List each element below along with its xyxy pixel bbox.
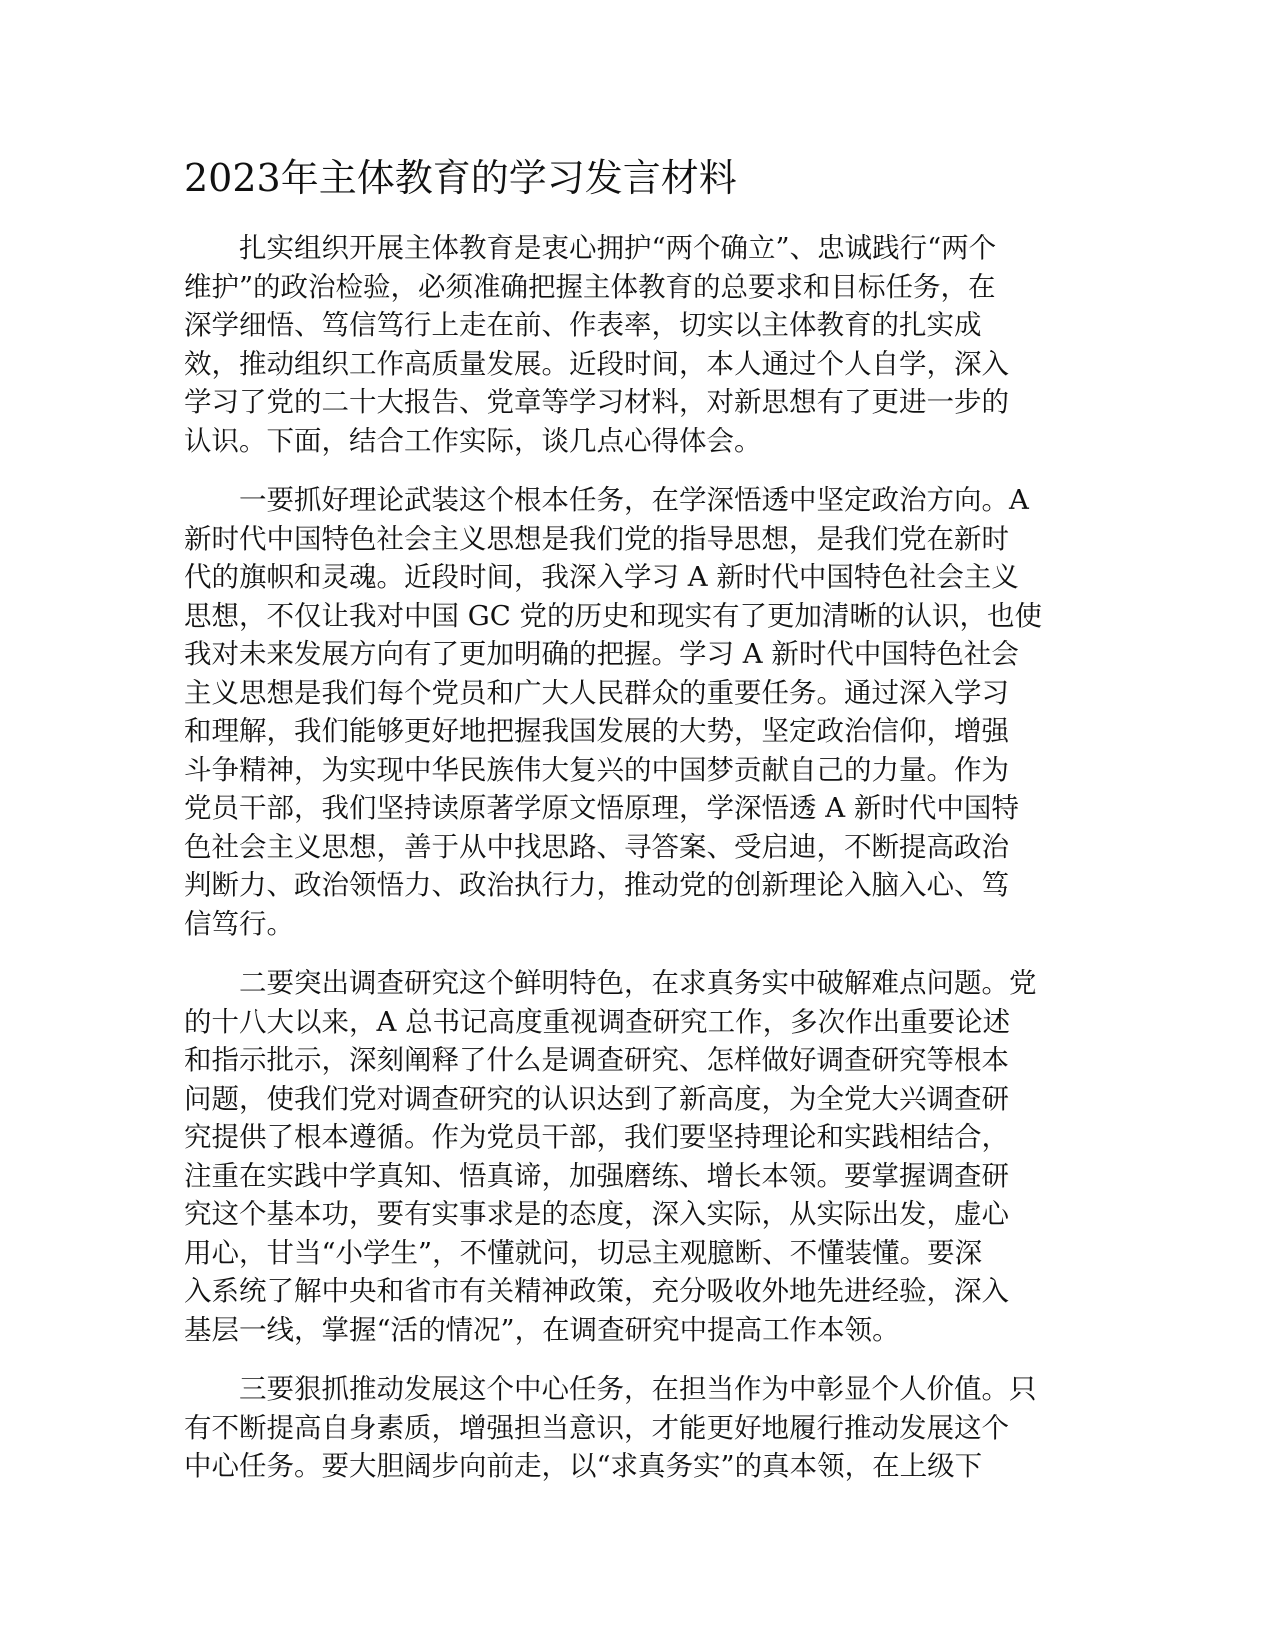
text-line: 我对未来发展方向有了更加明确的把握。学习 A 新时代中国特色社会	[184, 638, 1019, 670]
text-line: 代的旗帜和灵魂。近段时间，我深入学习 A 新时代中国特色社会主义	[184, 561, 1019, 593]
text-line: 基层一线，掌握“活的情况”，在调查研究中提高工作本领。	[184, 1313, 900, 1346]
document-body	[184, 229, 1076, 1507]
text-line: 主义思想是我们每个党员和广大人民群众的重要任务。通过深入学习	[184, 676, 1009, 709]
text-line: 判断力、政治领悟力、政治执行力，推动党的创新理论入脑入心、笃	[184, 869, 1009, 901]
document-title: 2023年主体教育的学习发言材料	[184, 156, 737, 200]
text-line: 斗争精神，为实现中华民族伟大复兴的中国梦贡献自己的力量。作为	[184, 753, 1009, 786]
text-line: 新时代中国特色社会主义思想是我们党的指导思想，是我们党在新时	[184, 522, 1009, 555]
text-line: 思想，不仅让我对中国 GC 党的历史和现实有了更加清晰的认识，也使	[184, 599, 1042, 632]
text-line: 效，推动组织工作高质量发展。近段时间，本人通过个人自学，深入	[184, 347, 1009, 380]
text-line: 学习了党的二十大报告、党章等学习材料，对新思想有了更进一步的	[184, 386, 1009, 418]
text-line: 维护”的政治检验，必须准确把握主体教育的总要求和目标任务，在	[184, 270, 996, 303]
paragraph	[184, 1370, 1076, 1486]
text-line: 色社会主义思想，善于从中找思路、寻答案、受启迪，不断提高政治	[184, 830, 1009, 863]
text-line: 一要抓好理论武装这个根本任务，在学深悟透中坚定政治方向。A	[184, 484, 1029, 516]
text-line: 三要狠抓推动发展这个中心任务，在担当作为中彰显个人价值。只	[184, 1373, 1037, 1405]
text-line: 究这个基本功，要有实事求是的态度，深入实际，从实际出发，虚心	[184, 1198, 1009, 1230]
text-line: 深学细悟、笃信笃行上走在前、作表率，切实以主体教育的扎实成	[184, 309, 982, 341]
text-line: 党员干部，我们坚持读原著学原文悟原理，学深悟透 A 新时代中国特	[184, 792, 1019, 824]
text-line: 和理解，我们能够更好地把握我国发展的大势，坚定政治信仰，增强	[184, 715, 1009, 747]
text-line: 用心，甘当“小学生”，不懂就问，切忌主观臆断、不懂装懂。要深	[184, 1236, 983, 1269]
paragraph	[184, 964, 1076, 1349]
text-line: 信笃行。	[184, 907, 294, 940]
text-line: 和指示批示，深刻阐释了什么是调查研究、怎样做好调查研究等根本	[184, 1044, 1009, 1076]
text-line: 扎实组织开展主体教育是衷心拥护“两个确立”、忠诚践行“两个	[184, 232, 997, 264]
paragraph	[184, 229, 1076, 460]
text-line: 究提供了根本遵循。作为党员干部，我们要坚持理论和实践相结合，	[184, 1121, 1009, 1153]
text-line: 注重在实践中学真知、悟真谛，加强磨练、增长本领。要掌握调查研	[184, 1159, 1009, 1192]
text-line: 问题，使我们党对调查研究的认识达到了新高度，为全党大兴调查研	[184, 1082, 1009, 1115]
paragraph	[184, 481, 1076, 943]
text-line: 认识。下面，结合工作实际，谈几点心得体会。	[184, 424, 762, 457]
text-line: 二要突出调查研究这个鲜明特色，在求真务实中破解难点问题。党	[184, 967, 1037, 999]
text-line: 中心任务。要大胆阔步向前走，以“求真务实”的真本领，在上级下	[184, 1450, 983, 1482]
text-line: 入系统了解中央和省市有关精神政策，充分吸收外地先进经验，深入	[184, 1275, 1009, 1307]
text-line: 的十八大以来，A 总书记高度重视调查研究工作，多次作出重要论述	[184, 1005, 1011, 1038]
text-line: 有不断提高自身素质，增强担当意识，才能更好地履行推动发展这个	[184, 1411, 1009, 1444]
